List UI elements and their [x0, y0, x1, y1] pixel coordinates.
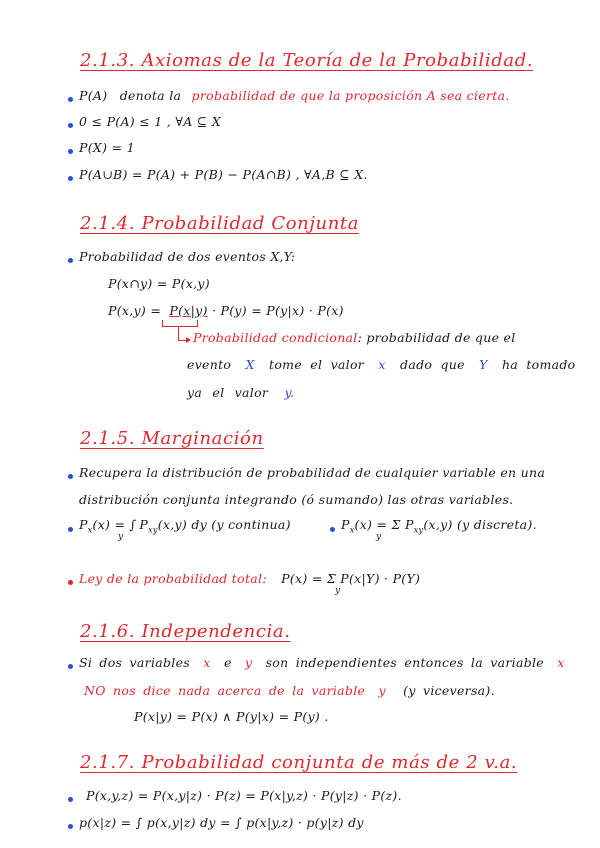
- independence-line1: Si dos variables x e y son independientes entonces la variable x: [79, 655, 565, 670]
- sum-index: y: [376, 532, 382, 542]
- bullet: [68, 664, 73, 669]
- joint-product-eq: P(x,y) = P(x|y) · P(y) = P(y|x) · P(x): [108, 303, 344, 318]
- marginal-description-line2: distribución conjunta integrando (ó sumando) las otras variables.: [79, 492, 514, 507]
- bullet: [68, 527, 73, 532]
- independence-line2: NO nos dice nada acerca de la variable y (y viceversa).: [84, 683, 495, 698]
- bullet: [68, 824, 73, 829]
- conditional-note-line3: ya el valor y.: [187, 385, 295, 400]
- axiom-union: P(A∪B) = P(A) + P(B) − P(A∩B) , ∀A,B ⊆ X.: [79, 167, 368, 182]
- bullet: [330, 527, 335, 532]
- joint-probability-intro: Probabilidad de dos eventos X,Y:: [79, 249, 296, 264]
- axiom-range: 0 ≤ P(A) ≤ 1 , ∀A ⊆ X: [79, 114, 222, 129]
- axiom-notation-line: P(A) denota la probabilidad de que la proposición A sea cierta.: [79, 88, 510, 103]
- conditional-note-line1: Probabilidad condicional: probabilidad de que el: [193, 330, 516, 345]
- section-heading-2-1-3: 2.1.3. Axiomas de la Teoría de la Probabilidad.: [80, 50, 534, 71]
- total-sum-index: y: [335, 586, 341, 596]
- conditional-note-line2: evento X tome el valor x dado que Y ha tomado: [187, 357, 576, 372]
- marginal-continuous-eq: $P_x(x)$ = ∫ $P_{xy}(x,y)$ dy (y continua): [79, 517, 291, 535]
- bullet: [68, 580, 73, 585]
- section-heading-2-1-5: 2.1.5. Marginación: [80, 428, 264, 449]
- total-probability-law: Ley de la probabilidad total: P(x) = Σ P(x|Y) · P(Y): [79, 571, 421, 586]
- bullet: [68, 176, 73, 181]
- arrow-head-icon: [186, 337, 191, 343]
- bullet: [68, 123, 73, 128]
- bullet: [68, 149, 73, 154]
- chain-rule-eq: P(x,y,z) = P(x,y|z) · P(z) = P(x|y,z) · P(y|z) · P(z).: [86, 788, 402, 803]
- joint-intersection-eq: P(x∩y) = P(x,y): [108, 276, 210, 291]
- section-heading-2-1-7: 2.1.7. Probabilidad conjunta de más de 2 v.a.: [80, 752, 518, 773]
- bullet: [68, 797, 73, 802]
- section-heading-2-1-4: 2.1.4. Probabilidad Conjunta: [80, 213, 360, 234]
- independence-eq: P(x|y) = P(x) ∧ P(y|x) = P(y) .: [134, 709, 329, 724]
- conditional-term: P(x|y): [169, 303, 208, 318]
- marginal-description-line1: Recupera la distribución de probabilidad de cualquier variable en una: [79, 465, 546, 480]
- bullet: [68, 258, 73, 263]
- conditional-marginal-eq: p(x|z) = ∫ p(x,y|z) dy = ∫ p(x|y,z) · p(y|z) dy: [79, 815, 364, 830]
- axiom-certainty: P(X) = 1: [79, 140, 135, 155]
- section-heading-2-1-6: 2.1.6. Independencia.: [80, 621, 291, 642]
- bullet: [68, 97, 73, 102]
- integral-variable: y: [118, 532, 124, 542]
- bullet: [68, 474, 73, 479]
- marginal-discrete-eq: $P_x(x) = \Sigma$ $P_{xy}(x,y)$ (y discreta).: [341, 517, 537, 535]
